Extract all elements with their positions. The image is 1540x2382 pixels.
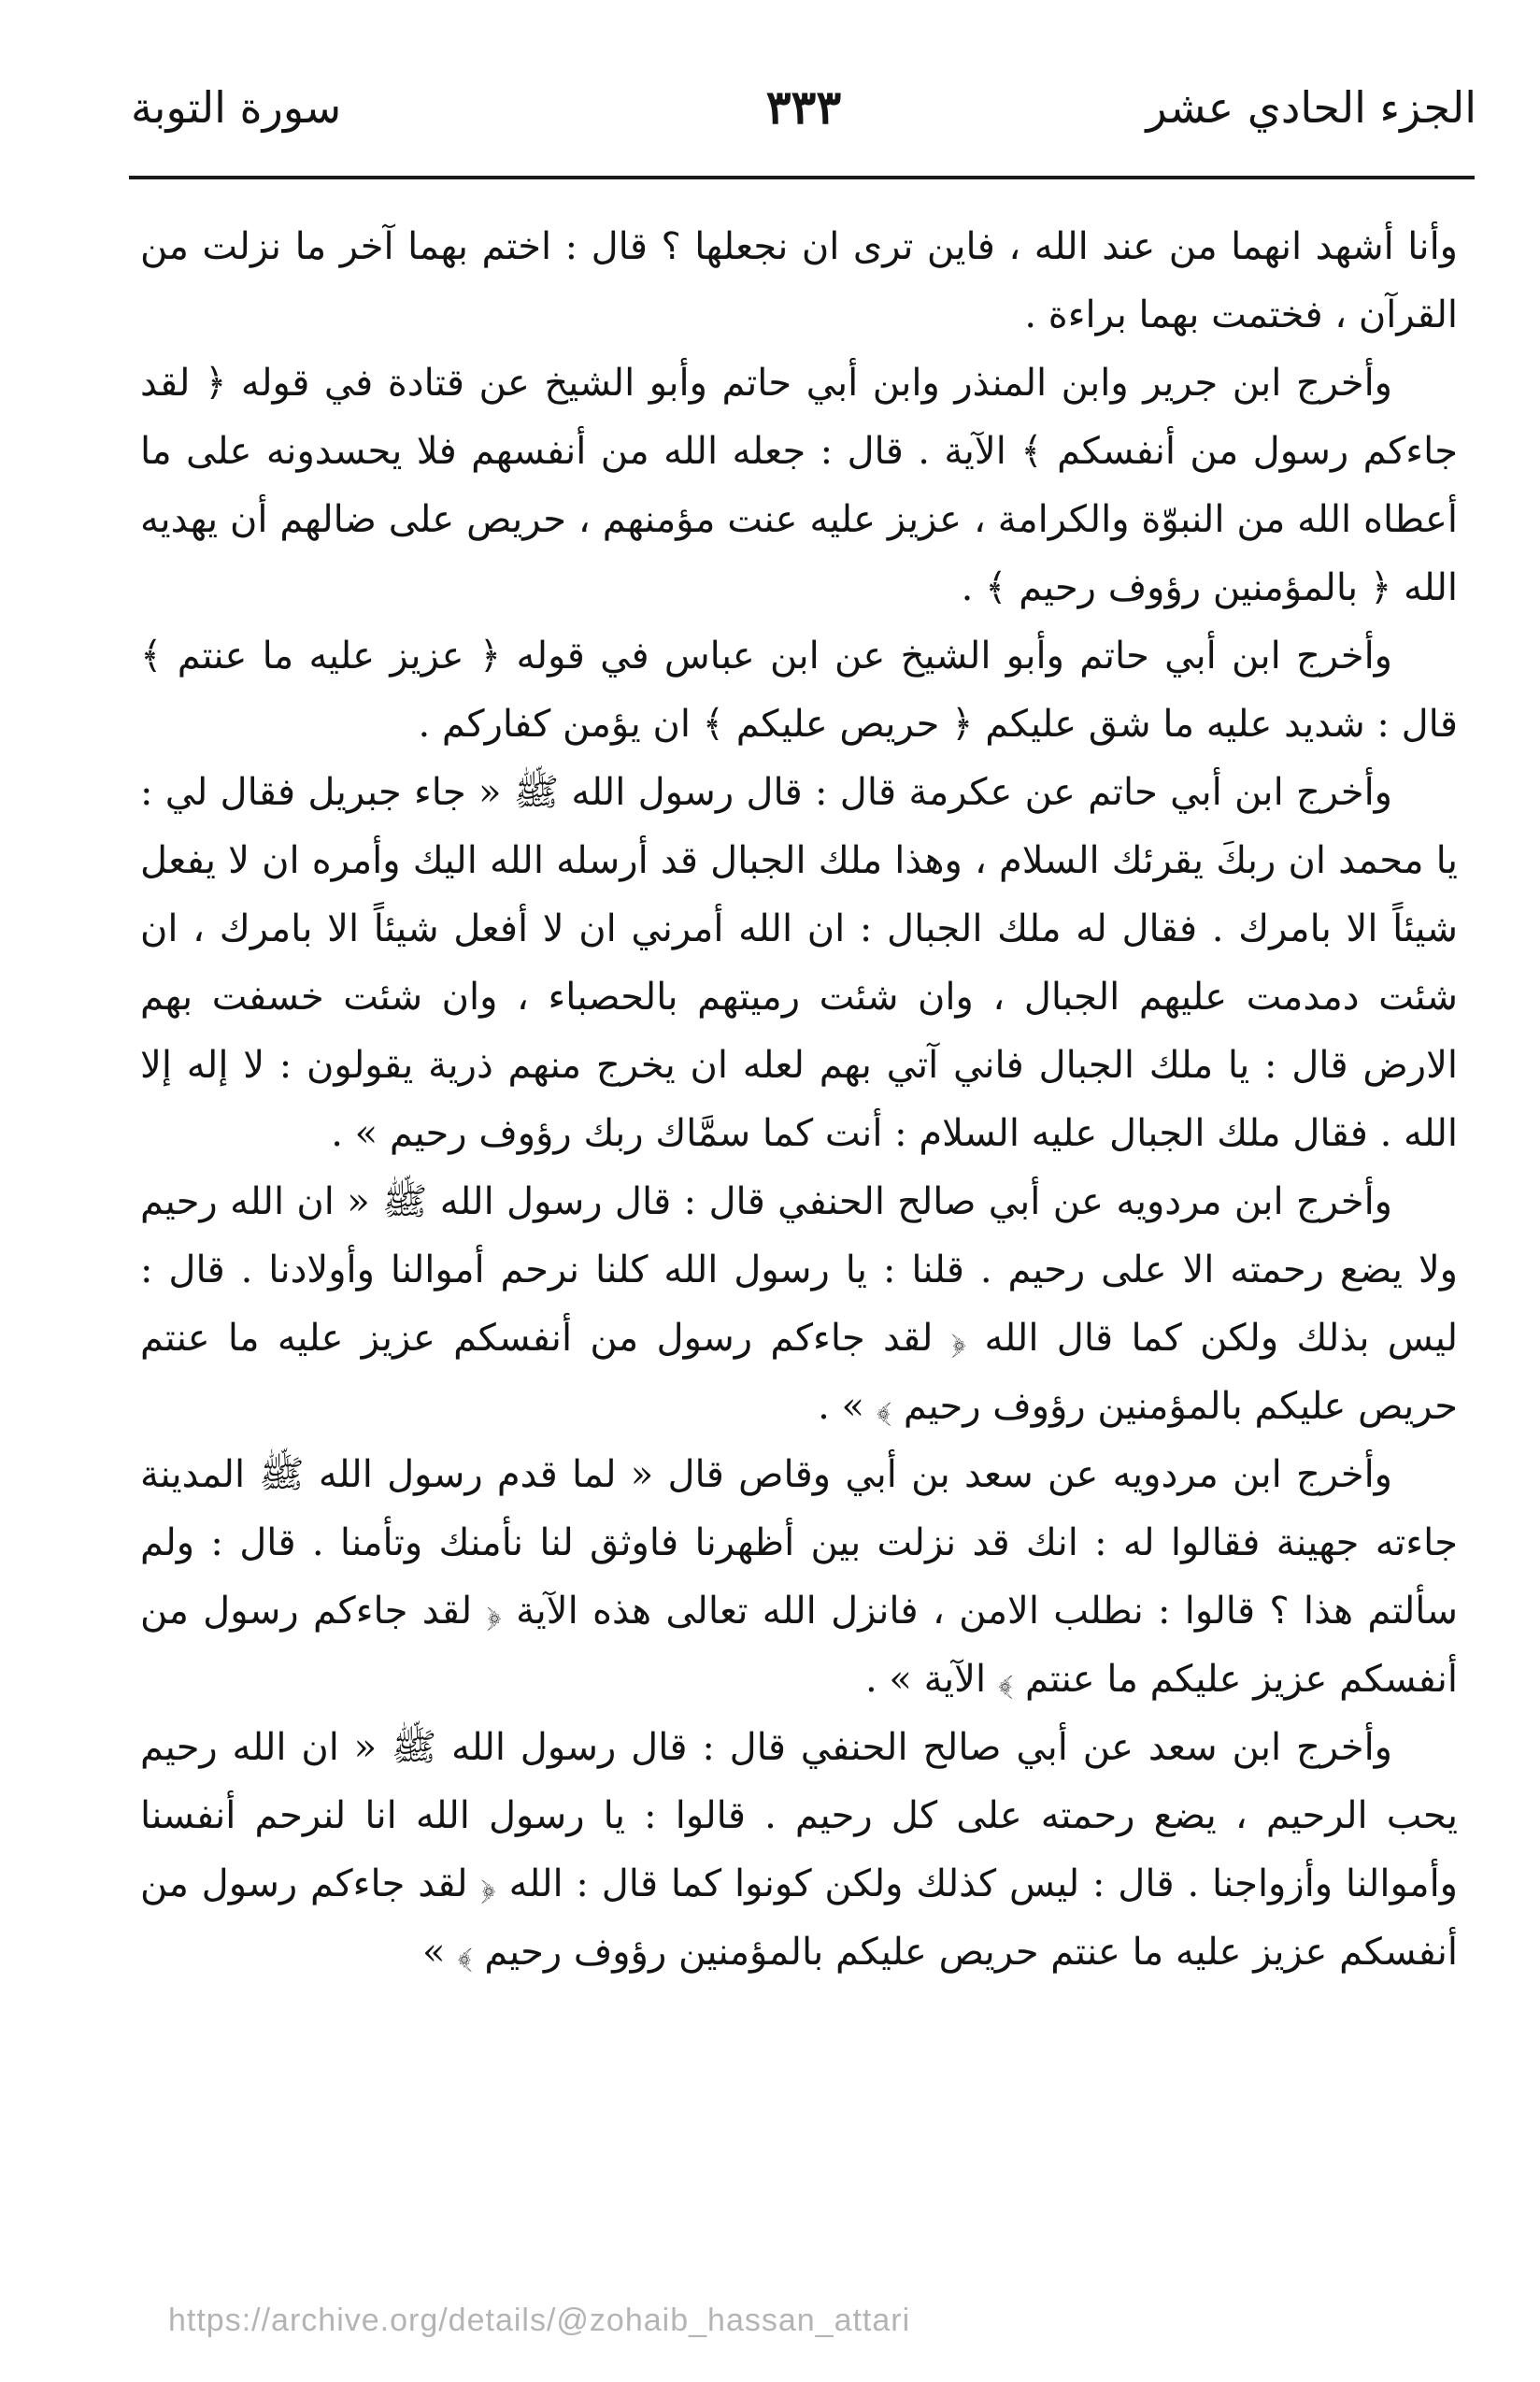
header-rule: [129, 176, 1475, 179]
paragraph: وأنا أشهد انهما من عند الله ، فاين ترى ان نجعلها ؟ قال : اختم بهما آخر ما نزلت من القرآن ، فختمت بهما براءة .: [140, 225, 1458, 336]
page-header: [131, 75, 1476, 168]
paragraph: وأخرج ابن جرير وابن المنذر وابن أبي حاتم وأبو الشيخ عن قتادة في قوله ﴿ لقد جاءكم رسول من أنفسكم ﴾ الآية . قال : جعله الله من أنفسهم فلا يحسدونه على ما أعطاه الله من النبوّة والكرامة ، عزيز عليه عنت مؤمنهم ، حريص على ضالهم أن يهديه الله ﴿ بالمؤمنين رؤوف رحيم ﴾ .: [140, 362, 1458, 609]
part-title: الجزء الحادي عشر: [1146, 82, 1476, 133]
page-number: ٣٣٣: [765, 79, 842, 135]
paragraph: وأخرج ابن أبي حاتم وأبو الشيخ عن ابن عباس في قوله ﴿ عزيز عليه ما عنتم ﴾ قال : شديد عليه ما شق عليكم ﴿ حريص عليكم ﴾ ان يؤمن كفاركم .: [140, 635, 1458, 746]
paragraph: وأخرج ابن سعد عن أبي صالح الحنفي قال : قال رسول الله ﷺ « ان الله رحيم يحب الرحيم ، يضع رحمته على كل رحيم . قالوا : يا رسول الله انا لنرحم أنفسنا وأموالنا وأزواجنا . قال : ليس كذلك ولكن كونوا كما قال : الله ﴿ لقد جاءكم رسول من أنفسكم عزيز عليه ما عنتم حريص عليكم بالمؤمنين رؤوف رحيم ﴾ »: [140, 1726, 1458, 1974]
paragraph: وأخرج ابن مردويه عن أبي صالح الحنفي قال : قال رسول الله ﷺ « ان الله رحيم ولا يضع رحمته الا على رحيم . قلنا : يا رسول الله كلنا نرحم أموالنا وأولادنا . قال : ليس بذلك ولكن كما قال الله ﴿ لقد جاءكم رسول من أنفسكم عزيز عليه ما عنتم حريص عليكم بالمؤمنين رؤوف رحيم ﴾ » .: [140, 1180, 1458, 1428]
paragraph: وأخرج ابن مردويه عن سعد بن أبي وقاص قال « لما قدم رسول الله ﷺ المدينة جاءته جهينة فقالوا له : انك قد نزلت بين أظهرنا فاوثق لنا نأمنك وتأمنا . قال : ولم سألتم هذا ؟ قالوا : نطلب الامن ، فانزل الله تعالى هذه الآية ﴿ لقد جاءكم رسول من أنفسكم عزيز عليكم ما عنتم ﴾ الآية » .: [140, 1453, 1458, 1701]
body-text: [140, 213, 1458, 1987]
watermark: https://archive.org/details/@zohaib_hassan_attari: [168, 2303, 911, 2338]
surah-title: سورة التوبة: [131, 82, 342, 133]
paragraph: وأخرج ابن أبي حاتم عن عكرمة قال : قال رسول الله ﷺ « جاء جبريل فقال لي : يا محمد ان ربكَ يقرئك السلام ، وهذا ملك الجبال قد أرسله الله اليك وأمره ان لا يفعل شيئاً الا بامرك . فقال له ملك الجبال : ان الله أمرني ان لا أفعل شيئاً الا بامرك ، ان شئت دمدمت عليهم الجبال ، وان شئت رميتهم بالحصباء ، وان شئت خسفت بهم الارض قال : يا ملك الجبال فاني آتي بهم لعله ان يخرج منهم ذرية يقولون : لا إله إلا الله . فقال ملك الجبال عليه السلام : أنت كما سمَّاك ربك رؤوف رحيم » .: [140, 771, 1458, 1155]
